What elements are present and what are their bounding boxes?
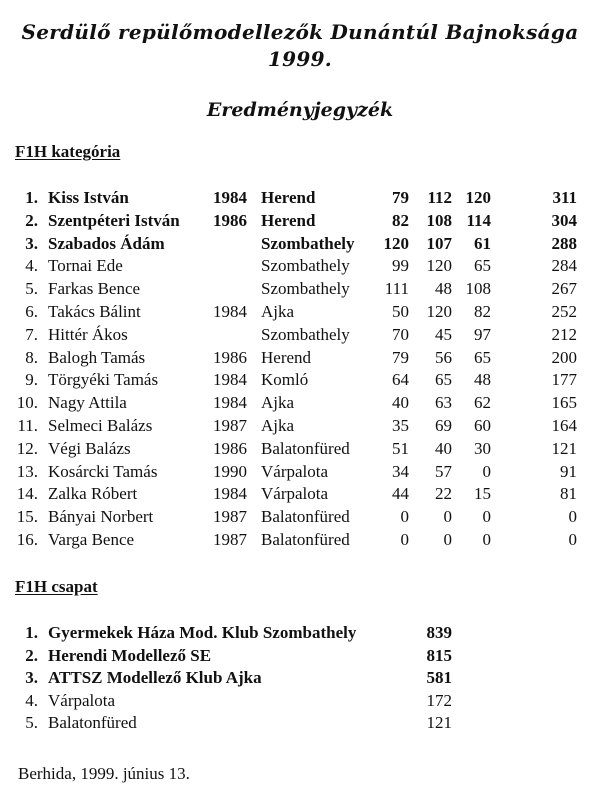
competitor-name: Varga Bence <box>48 529 135 549</box>
birth-year: 1984 <box>213 301 247 321</box>
total-score: 91 <box>560 461 577 481</box>
round-2-score: 65 <box>435 370 452 390</box>
round-2-score: 108 <box>426 210 452 230</box>
f1h-category-results <box>0 187 600 552</box>
result-row <box>0 392 600 415</box>
round-3-score: 114 <box>466 210 491 230</box>
team-rank: 4. <box>25 690 38 710</box>
round-1-score: 0 <box>400 529 409 549</box>
round-2-score: 22 <box>435 484 452 504</box>
team-rank: 2. <box>25 645 38 665</box>
round-2-score: 0 <box>443 507 452 527</box>
round-1-score: 111 <box>384 279 409 299</box>
competitor-name: Végi Balázs <box>48 438 131 458</box>
total-score: 212 <box>551 324 577 344</box>
result-row <box>0 347 600 370</box>
team-row <box>0 690 600 713</box>
total-score: 177 <box>551 370 577 390</box>
total-score: 81 <box>560 484 577 504</box>
birth-year: 1987 <box>213 507 247 527</box>
competitor-name: Szabados Ádám <box>48 233 165 253</box>
competitor-name: Bányai Norbert <box>48 507 154 527</box>
birth-year: 1987 <box>213 415 247 435</box>
competitor-name: Takács Bálint <box>48 301 141 321</box>
team-points: 581 <box>426 668 452 688</box>
club-city: Ajka <box>261 301 295 321</box>
round-1-score: 79 <box>392 188 409 207</box>
result-row <box>0 438 600 461</box>
competitor-name: Szentpéteri István <box>48 210 180 230</box>
f1h-team-heading: F1H csapat <box>15 577 98 596</box>
team-name: Herendi Modellező SE <box>48 645 212 665</box>
total-score: 288 <box>551 233 577 253</box>
club-city: Herend <box>261 188 316 207</box>
round-1-score: 120 <box>383 233 409 253</box>
round-1-score: 70 <box>392 324 409 344</box>
birth-year: 1986 <box>213 210 247 230</box>
team-points: 172 <box>426 690 452 710</box>
round-3-score: 61 <box>474 233 491 253</box>
round-1-score: 50 <box>392 301 409 321</box>
result-row <box>0 187 600 210</box>
club-city: Herend <box>261 210 316 230</box>
round-1-score: 82 <box>392 210 409 230</box>
total-score: 252 <box>551 301 577 321</box>
rank: 2. <box>25 210 38 230</box>
round-2-score: 40 <box>435 438 452 458</box>
rank: 12. <box>16 438 38 458</box>
club-city: Ajka <box>261 415 295 435</box>
round-2-score: 56 <box>435 347 452 367</box>
total-score: 311 <box>552 188 577 207</box>
competitor-name: Tornai Ede <box>48 256 123 276</box>
result-row <box>0 255 600 278</box>
team-name: Gyermekek Háza Mod. Klub Szombathely <box>48 623 357 642</box>
round-3-score: 0 <box>482 461 491 481</box>
rank: 9. <box>25 370 38 390</box>
round-1-score: 40 <box>392 393 409 413</box>
club-city: Balatonfüred <box>261 438 350 458</box>
team-rank: 5. <box>25 713 38 733</box>
club-city: Ajka <box>261 393 295 413</box>
round-2-score: 45 <box>435 324 452 344</box>
total-score: 304 <box>551 210 577 230</box>
competitor-name: Zalka Róbert <box>48 484 138 504</box>
round-2-score: 57 <box>435 461 452 481</box>
round-3-score: 62 <box>474 393 491 413</box>
round-1-score: 99 <box>392 256 409 276</box>
team-rank: 1. <box>25 623 38 642</box>
round-3-score: 60 <box>474 415 491 435</box>
rank: 14. <box>16 484 38 504</box>
club-city: Herend <box>261 347 312 367</box>
round-2-score: 112 <box>427 188 452 207</box>
round-1-score: 64 <box>392 370 409 390</box>
round-1-score: 35 <box>392 415 409 435</box>
round-3-score: 65 <box>474 347 491 367</box>
birth-year: 1986 <box>213 438 247 458</box>
round-3-score: 48 <box>474 370 491 390</box>
document-subtitle: Eredményjegyzék <box>206 99 394 121</box>
result-row <box>0 461 600 484</box>
round-1-score: 51 <box>392 438 409 458</box>
round-1-score: 34 <box>392 461 409 481</box>
f1h-team-results <box>0 622 600 735</box>
result-row <box>0 506 600 529</box>
birth-year: 1984 <box>213 393 247 413</box>
round-2-score: 63 <box>435 393 452 413</box>
round-3-score: 65 <box>474 256 491 276</box>
total-score: 0 <box>568 507 577 527</box>
team-name: ATTSZ Modellező Klub Ajka <box>48 668 262 688</box>
rank: 11. <box>17 415 38 435</box>
result-row <box>0 369 600 392</box>
rank: 3. <box>25 233 38 253</box>
club-city: Balatonfüred <box>261 507 350 527</box>
result-row <box>0 210 600 233</box>
competitor-name: Kiss István <box>48 188 129 207</box>
round-3-score: 30 <box>474 438 491 458</box>
round-2-score: 120 <box>426 301 452 321</box>
competitor-name: Hittér Ákos <box>48 324 128 344</box>
total-score: 164 <box>551 415 577 435</box>
total-score: 284 <box>551 256 577 276</box>
competitor-name: Nagy Attila <box>48 393 127 413</box>
club-city: Várpalota <box>261 484 329 504</box>
club-city: Szombathely <box>261 256 350 276</box>
birth-year: 1990 <box>213 461 247 481</box>
rank: 4. <box>25 256 38 276</box>
round-1-score: 0 <box>400 507 409 527</box>
round-2-score: 120 <box>426 256 452 276</box>
round-3-score: 15 <box>474 484 491 504</box>
team-row <box>0 712 600 735</box>
round-3-score: 97 <box>474 324 491 344</box>
rank: 7. <box>25 324 38 344</box>
round-3-score: 120 <box>465 188 491 207</box>
total-score: 0 <box>568 529 577 549</box>
round-3-score: 0 <box>482 529 491 549</box>
rank: 6. <box>25 301 38 321</box>
team-points: 815 <box>426 645 452 665</box>
round-2-score: 107 <box>426 233 452 253</box>
round-2-score: 0 <box>443 529 452 549</box>
birth-year: 1984 <box>213 188 247 207</box>
birth-year: 1986 <box>213 347 247 367</box>
team-name: Várpalota <box>48 690 116 710</box>
team-row <box>0 622 600 645</box>
club-city: Balatonfüred <box>261 529 350 549</box>
round-3-score: 108 <box>465 279 491 299</box>
result-row <box>0 278 600 301</box>
total-score: 267 <box>551 279 577 299</box>
rank: 1. <box>25 188 38 207</box>
team-rank: 3. <box>25 668 38 688</box>
team-points: 121 <box>426 713 452 733</box>
result-row <box>0 301 600 324</box>
club-city: Komló <box>261 370 309 390</box>
team-row <box>0 667 600 690</box>
round-2-score: 48 <box>435 279 452 299</box>
round-2-score: 69 <box>435 415 452 435</box>
result-row <box>0 233 600 256</box>
result-row <box>0 529 600 552</box>
total-score: 165 <box>551 393 577 413</box>
result-row <box>0 415 600 438</box>
total-score: 121 <box>551 438 577 458</box>
document-title: Serdülő repülőmodellezők Dunántúl Bajnoksága <box>21 20 579 44</box>
competitor-name: Selmeci Balázs <box>48 415 153 435</box>
birth-year: 1984 <box>213 484 247 504</box>
club-city: Szombathely <box>261 279 350 299</box>
competitor-name: Farkas Bence <box>48 279 141 299</box>
rank: 10. <box>16 393 38 413</box>
rank: 13. <box>16 461 38 481</box>
rank: 5. <box>25 279 38 299</box>
team-name: Balatonfüred <box>48 713 137 733</box>
f1h-category-heading: F1H kategória <box>15 142 121 161</box>
club-city: Várpalota <box>261 461 329 481</box>
result-row <box>0 324 600 347</box>
team-points: 839 <box>426 623 452 642</box>
round-3-score: 0 <box>482 507 491 527</box>
birth-year: 1984 <box>213 370 247 390</box>
result-row <box>0 483 600 506</box>
total-score: 200 <box>551 347 577 367</box>
place-and-date: Berhida, 1999. június 13. <box>18 764 190 783</box>
team-row <box>0 645 600 668</box>
club-city: Szombathely <box>261 324 350 344</box>
competitor-name: Törgyéki Tamás <box>48 370 159 390</box>
round-1-score: 79 <box>392 347 409 367</box>
competitor-name: Kosárcki Tamás <box>48 461 158 481</box>
rank: 15. <box>16 507 38 527</box>
competitor-name: Balogh Tamás <box>48 347 146 367</box>
rank: 16. <box>16 529 38 549</box>
document-year: 1999. <box>267 47 333 71</box>
club-city: Szombathely <box>261 233 355 253</box>
round-1-score: 44 <box>392 484 409 504</box>
round-3-score: 82 <box>474 301 491 321</box>
rank: 8. <box>25 347 38 367</box>
birth-year: 1987 <box>213 529 247 549</box>
